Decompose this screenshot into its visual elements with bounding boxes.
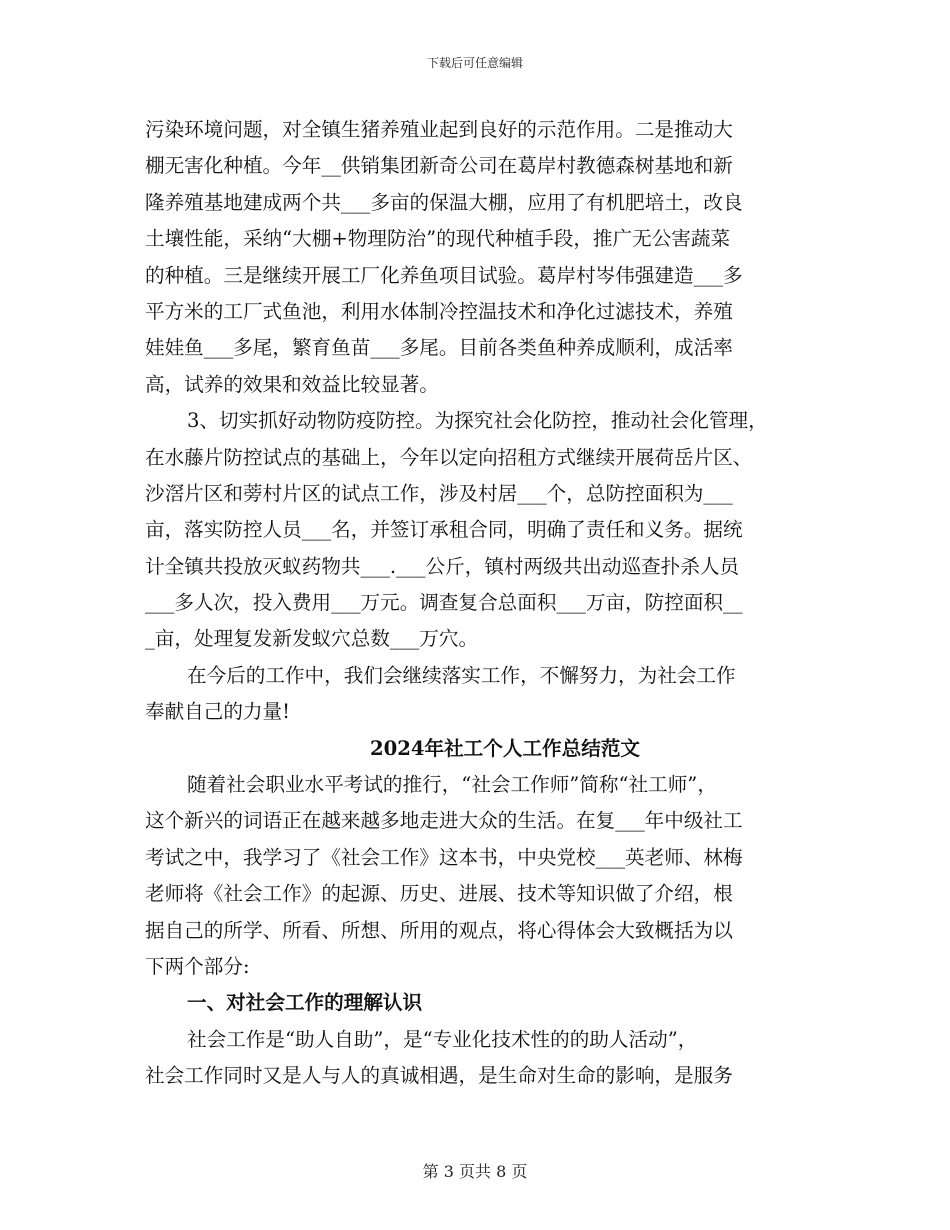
text-line: 老师将《社会工作》的起源、历史、进展、技术等知识做了介绍，根 [145, 882, 733, 906]
text-line: 娃娃鱼___多尾，繁育鱼苗___多尾。目前各类鱼种养成顺利，成活率 [145, 336, 733, 360]
text-line: 棚无害化种植。今年__供销集团新奇公司在葛岸村教德森树基地和新 [145, 154, 733, 178]
section-title: 2024年社工个人工作总结范文 [369, 736, 641, 760]
text-line: 污染环境问题，对全镇生猪养殖业起到良好的示范作用。二是推动大 [145, 118, 733, 141]
text-line: 沙滘片区和蒡村片区的试点工作，涉及村居___个，总防控面积为___ [145, 481, 733, 505]
text-line: 据自己的所学、所看、所想、所用的观点，将心得体会大致概括为以 [145, 918, 733, 942]
paragraph-start-line: 社会工作是“助人自助”，是“专业化技术性的的助人活动”， [187, 1027, 698, 1051]
text-line: 社会工作同时又是人与人的真诚相遇，是生命对生命的影响，是服务 [145, 1064, 733, 1088]
text-line: ___多人次，投入费用___万元。调查复合总面积___万亩，防控面积__ [145, 591, 743, 615]
page-footer: 第 3 页共 8 页 [422, 1162, 528, 1181]
text-line: 计全镇共投放灭蚁药物共___.___公斤，镇村两级共出动巡查扑杀人员 [145, 554, 740, 578]
paragraph-start-line: 在今后的工作中，我们会继续落实工作，不懈努力，为社会工作 [187, 663, 736, 687]
text-line: 这个新兴的词语正在越来越多地走进大众的生活。在复___年中级社工 [145, 809, 743, 833]
text-line: 奉献自己的力量! [145, 700, 291, 724]
section-heading: 一、对社会工作的理解认识 [187, 991, 423, 1015]
text-line: 在水藤片防控试点的基础上，今年以定向招租方式继续开展荷岳片区、 [145, 445, 753, 469]
text-line: 的种植。三是继续开展工厂化养鱼项目试验。葛岸村岑伟强建造___多 [145, 263, 743, 287]
paragraph-start-line: 随着社会职业水平考试的推行，“社会工作师”简称“社工师”， [187, 773, 717, 797]
page-header: 下载后可任意编辑 [426, 56, 523, 70]
text-line: 隆养殖基地建成两个共___多亩的保温大棚，应用了有机肥培土，改良 [145, 190, 743, 214]
text-line: 亩，落实防控人员___名，并签订承租合同，明确了责任和义务。据统 [145, 518, 743, 542]
text-line: 平方米的工厂式鱼池，利用水体制冷控温技术和净化过滤技术，养殖 [145, 299, 733, 323]
text-line: 下两个部分: [145, 954, 250, 978]
text-line: _亩，处理复发新发蚁穴总数___万穴。 [145, 627, 479, 651]
text-line: 土壤性能，采纳“大棚+物理防治”的现代种植手段，推广无公害蔬菜 [145, 227, 731, 251]
paragraph-start-line: 3、切实抓好动物防疫防控。为探究社会化防控，推动社会化管理， [187, 409, 768, 433]
document-body [145, 112, 825, 1095]
text-line: 高，试养的效果和效益比较显著。 [145, 372, 439, 396]
text-line: 考试之中，我学习了《社会工作》这本书，中央党校___英老师、林梅 [145, 845, 743, 869]
